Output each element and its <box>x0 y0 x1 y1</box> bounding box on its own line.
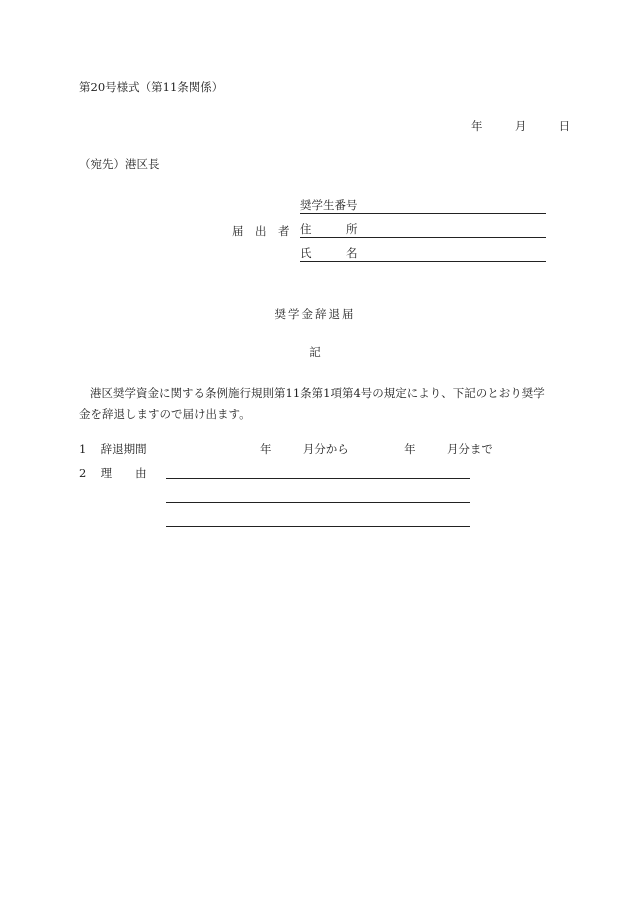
date-line <box>471 119 570 133</box>
student-number-label: 奨学生番号 <box>300 198 358 212</box>
body-text: 港区奨学資金に関する条例施行規則第11条第1項第4号の規定により、下記のとおり奨学金を辞退しますので届け出ます。 <box>79 386 545 421</box>
period-to-year: 年 <box>404 442 416 456</box>
period-from-month: 月分から <box>302 442 349 456</box>
period-item <box>79 442 147 456</box>
period-to-month: 月分まで <box>446 442 493 456</box>
period-from-year: 年 <box>260 442 272 456</box>
student-number-field[interactable] <box>300 198 546 214</box>
name-field[interactable] <box>300 246 546 262</box>
date-day: 日 <box>558 119 571 133</box>
addressee: （宛先）港区長 <box>79 157 160 171</box>
document-title: 奨学金辞退届 <box>274 307 356 321</box>
form-number: 第20号様式（第11条関係） <box>79 80 224 94</box>
reason-item <box>79 466 147 480</box>
reason-line-3[interactable] <box>166 526 470 527</box>
reason-label: 理 由 <box>100 466 147 480</box>
applicant-label: 届 出 者 <box>232 224 290 238</box>
address-field[interactable] <box>300 222 546 238</box>
address-label: 住 所 <box>300 222 358 236</box>
date-month: 月 <box>514 119 527 133</box>
date-year: 年 <box>471 119 483 133</box>
period-number: 1 <box>79 442 87 456</box>
period-range <box>260 442 493 456</box>
reason-line-2[interactable] <box>166 502 470 503</box>
reason-number: 2 <box>79 466 87 480</box>
name-label: 氏 名 <box>300 246 358 260</box>
reason-line-1[interactable] <box>166 478 470 479</box>
ki-heading: 記 <box>309 345 321 359</box>
period-label: 辞退期間 <box>100 442 147 456</box>
